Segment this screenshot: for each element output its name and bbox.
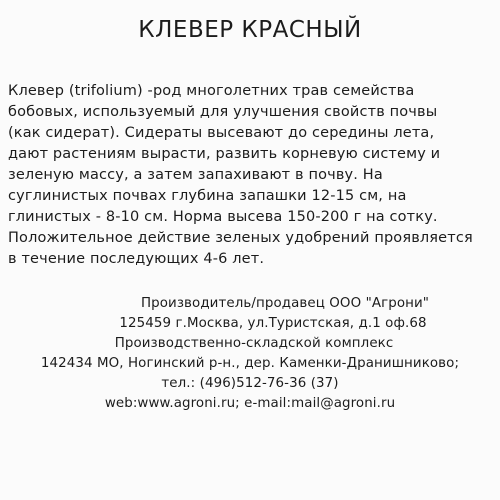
description-line: суглинистых почвах глубина запашки 12-15 см, на [8, 188, 407, 204]
description-line: (как сидерат). Сидераты высевают до середины лета, [8, 125, 435, 141]
description-line: Положительное действие зеленых удобрений проявляется [8, 230, 473, 246]
producer-address: 125459 г.Москва, ул.Туристская, д.1 оф.68 [119, 316, 427, 331]
warehouse-label: Производственно-складской комплекс [114, 336, 394, 351]
product-description [8, 81, 498, 270]
description-line: дают растениям вырасти, развить корневую систему и [8, 146, 441, 162]
description-line: Клевер (trifolium) -род многолетних трав семейства [8, 83, 415, 99]
producer-web-email: web:www.agroni.ru; e-mail:mail@agroni.ru [104, 396, 396, 411]
producer-name: Производитель/продавец ООО "Агрони" [140, 296, 430, 311]
producer-phone: тел.: (496)512-76-36 (37) [161, 376, 339, 391]
description-line: глинистых - 8-10 см. Норма высева 150-200 г на сотку. [8, 209, 438, 225]
warehouse-address: 142434 МО, Ногинский р-н., дер. Каменки-Дранишниково; [40, 356, 460, 371]
description-line: зеленую массу, а затем запахивают в почву. На [8, 167, 383, 183]
description-line: в течение последующих 4-6 лет. [8, 251, 265, 267]
description-line: бобовых, используемый для улучшения свойств почвы [8, 104, 438, 120]
producer-info [0, 294, 500, 414]
product-title: КЛЕВЕР КРАСНЫЙ [138, 17, 362, 43]
